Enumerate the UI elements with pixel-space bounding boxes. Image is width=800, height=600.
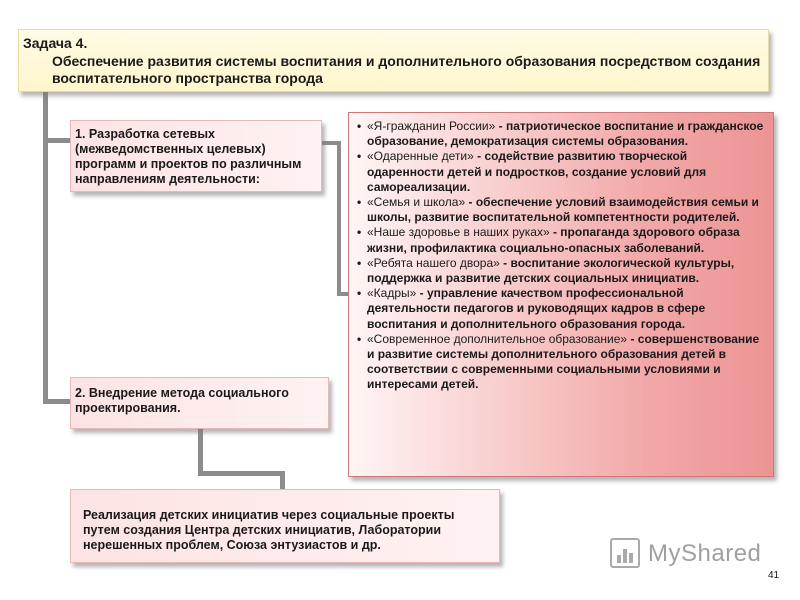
connector-to-box1 bbox=[43, 138, 71, 143]
step2-box bbox=[70, 377, 329, 429]
program-name: «Современное дополнительное образование» bbox=[367, 331, 628, 346]
program-name: «Семья и школа» bbox=[367, 195, 466, 210]
program-name: «Наше здоровье в наших руках» bbox=[367, 225, 550, 240]
program-name: «Ребята нашего двора» bbox=[367, 255, 500, 270]
program-desc: - управление качеством профессиональной деятельности педагогов и руководящих кадров в сфере воспитания и дополнительного образования города. bbox=[367, 286, 706, 331]
page-number: 41 bbox=[768, 570, 780, 581]
program-item bbox=[355, 256, 765, 286]
program-name: «Я-гражданин России» bbox=[367, 119, 496, 133]
initiatives-box bbox=[70, 489, 500, 563]
programs-list bbox=[355, 119, 765, 393]
task-header-box bbox=[18, 29, 769, 92]
step1-box bbox=[70, 120, 322, 192]
program-item bbox=[355, 225, 765, 255]
program-item bbox=[355, 119, 765, 149]
step2-text: 2. Внедрение метода социального проектирования. bbox=[75, 386, 289, 415]
program-name: «Кадры» bbox=[367, 286, 417, 301]
program-desc: - совершенствование и развитие системы дополнительного образования детей в соответствии с современными социальными условиями и интересами детей. bbox=[367, 331, 760, 392]
programs-list-box bbox=[348, 112, 774, 477]
program-desc: - содействие развитию творческой одаренности детей и подростков, создание условий для самореализации. bbox=[367, 149, 707, 194]
myshared-logo[interactable] bbox=[610, 538, 770, 570]
connector-box2-box3-h bbox=[198, 471, 285, 476]
program-desc: - обеспечение условий взаимодействия семьи и школы, развитие воспитательной компетентности родителей. bbox=[367, 195, 759, 225]
program-desc: - пропаганда здорового образа жизни, профилактика социально-опасных заболеваний. bbox=[367, 225, 740, 255]
presentation-chart-icon bbox=[610, 538, 640, 568]
task-title: Задача 4. bbox=[23, 35, 88, 51]
connector-to-box2 bbox=[43, 399, 71, 404]
step1-text: 1. Разработка сетевых (межведомственных целевых) программ и проектов по различным направлениям деятельности: bbox=[75, 127, 302, 186]
task-subtitle: Обеспечение развития системы воспитания и дополнительного образования посредством создания воспитательного пространства города bbox=[52, 53, 761, 86]
program-item bbox=[355, 149, 765, 195]
program-desc: - воспитание экологической культуры, поддержка и развитие детских социальных инициатив. bbox=[367, 255, 735, 286]
logo-text: MyShared bbox=[648, 540, 762, 567]
initiatives-text: Реализация детских инициатив через социальные проекты путем создания Центра детских инициатив, Лаборатории нерешенных проблем, Союза энтузиастов и др. bbox=[83, 508, 455, 552]
connector-box2-box3-v1 bbox=[198, 429, 203, 475]
program-name: «Одаренные дети» bbox=[367, 149, 474, 164]
program-item bbox=[355, 332, 765, 393]
program-item bbox=[355, 195, 765, 225]
connector-box2-box3-v2 bbox=[280, 471, 285, 490]
program-desc: - патриотическое воспитание и гражданское образование, демократизация системы образования. bbox=[367, 119, 764, 149]
connector-box1-list-v bbox=[337, 141, 341, 296]
program-item bbox=[355, 286, 765, 332]
